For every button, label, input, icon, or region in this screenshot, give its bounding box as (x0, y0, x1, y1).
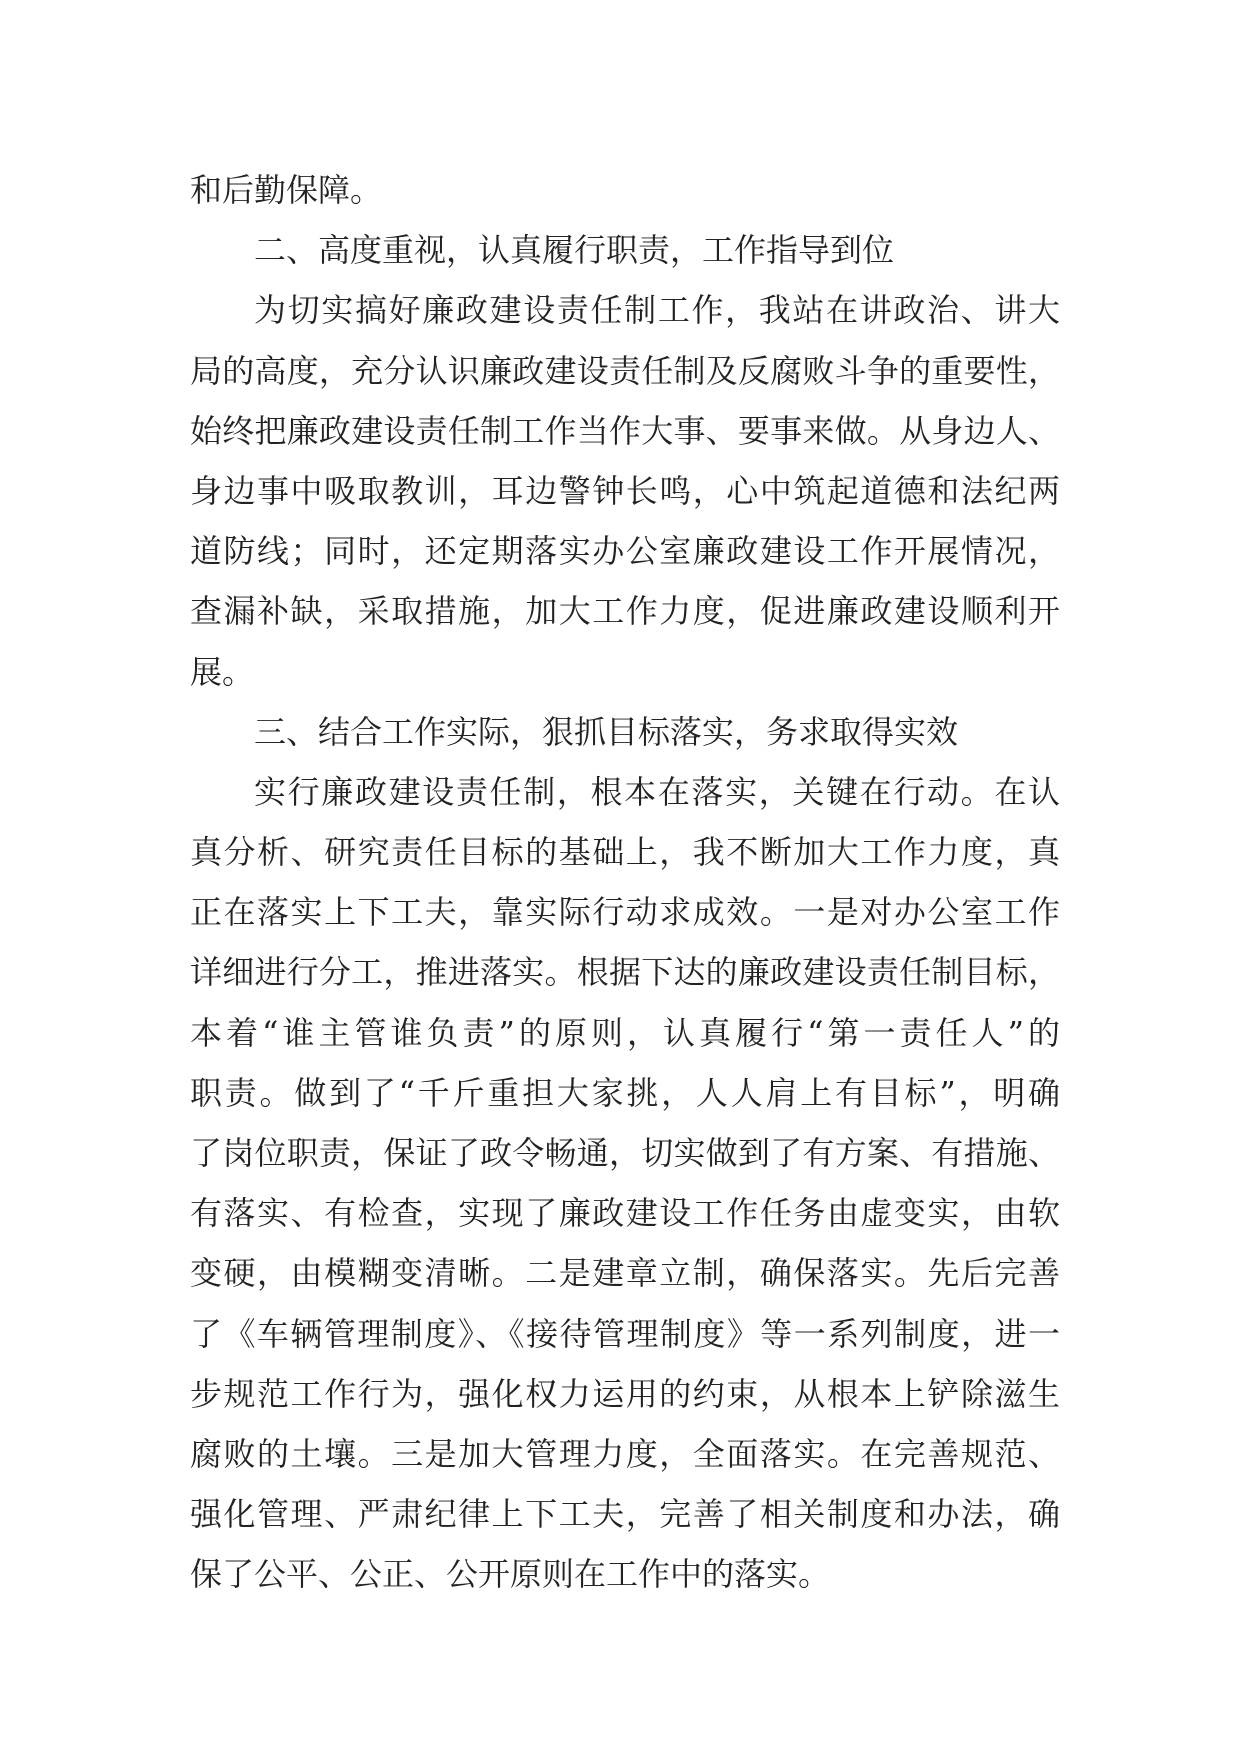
text-line: 为切实搞好廉政建设责任制工作，我站在讲政治、讲大 (254, 291, 1060, 330)
text-line: 道防线；同时，还定期落实办公室廉政建设工作开展情况， (190, 532, 1060, 571)
text-line: 详细进行分工，推进落实。根据下达的廉政建设责任制目标， (190, 953, 1060, 992)
text-line: 局的高度，充分认识廉政建设责任制及反腐败斗争的重要性， (190, 351, 1060, 390)
text-line: 腐败的土壤。三是加大管理力度，全面落实。在完善规范、 (190, 1434, 1060, 1473)
text-line: 始终把廉政建设责任制工作当作大事、要事来做。从身边人、 (190, 411, 1060, 450)
text-line: 有落实、有检查，实现了廉政建设工作任务由虚变实，由软 (190, 1194, 1060, 1233)
document-body (190, 160, 1060, 1605)
text-line: 展。 (190, 652, 255, 691)
text-line: 本着“谁主管谁负责”的原则，认真履行“第一责任人”的 (190, 1013, 1060, 1052)
text-line: 职责。做到了“千斤重担大家挑，人人肩上有目标”，明确 (190, 1073, 1060, 1112)
text-line: 变硬，由模糊变清晰。二是建章立制，确保落实。先后完善 (190, 1254, 1060, 1293)
text-line: 查漏补缺，采取措施，加大工作力度，促进廉政建设顺利开 (190, 592, 1060, 631)
text-line: 三、结合工作实际，狠抓目标落实，务求取得实效 (254, 712, 959, 751)
text-line: 实行廉政建设责任制，根本在落实，关键在行动。在认 (254, 772, 1060, 811)
text-line: 了岗位职责，保证了政令畅通，切实做到了有方案、有措施、 (190, 1134, 1060, 1172)
text-line: 保了公平、公正、公开原则在工作中的落实。 (190, 1555, 831, 1594)
text-line: 步规范工作行为，强化权力运用的约束，从根本上铲除滋生 (190, 1374, 1060, 1413)
text-line: 身边事中吸取教训，耳边警钟长鸣，心中筑起道德和法纪两 (190, 471, 1060, 510)
text-line: 了《车辆管理制度》、《接待管理制度》等一系列制度，进一 (190, 1314, 1060, 1353)
text-line: 正在落实上下工夫，靠实际行动求成效。一是对办公室工作 (190, 893, 1060, 932)
text-line: 二、高度重视，认真履行职责，工作指导到位 (254, 231, 895, 270)
text-line: 强化管理、严肃纪律上下工夫，完善了相关制度和办法，确 (190, 1495, 1060, 1534)
text-line: 和后勤保障。 (190, 171, 383, 209)
text-line: 真分析、研究责任目标的基础上，我不断加大工作力度，真 (190, 833, 1060, 872)
